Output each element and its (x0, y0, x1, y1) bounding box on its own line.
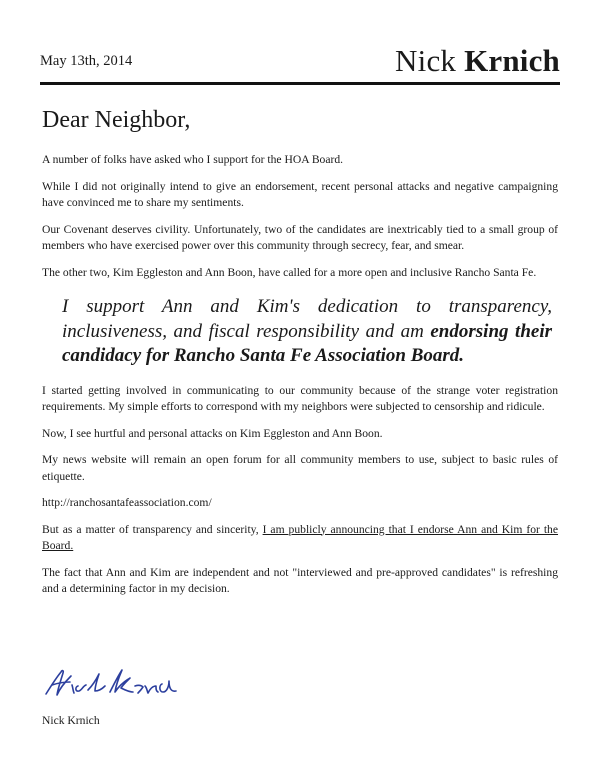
printed-name: Nick Krnich (42, 714, 100, 727)
endorsement-quote (62, 295, 552, 369)
paragraph-8 (42, 522, 558, 555)
paragraph-1: A number of folks have asked who I support for the HOA Board. (42, 153, 344, 166)
paragraph-4: The other two, Kim Eggleston and Ann Boon, have called for a more open and inclusive Rancho Santa Fe. (42, 265, 537, 279)
quote-text: I support Ann and Kim's dedication to transparency, inclusiveness, and fiscal responsibility and am (62, 296, 552, 342)
paragraph-5: I started getting involved in communicating to our community because of the strange voter registration requirements. My simple efforts to correspond with my neighbors were subjected to censorship and ridicule. (42, 383, 558, 413)
logo-last-name: Krnich (464, 43, 560, 78)
paragraph-3: Our Covenant deserves civility. Unfortunately, two of the candidates are inextricably tied to a small group of members who have exercised power over this community through secrecy, fear, and smear. (42, 222, 558, 252)
paragraph-2: While I did not originally intend to give an endorsement, recent personal attacks and negative campaigning have convinced me to share my sentiments. (42, 179, 558, 209)
logo-first-name: Nick (395, 43, 457, 78)
paragraph-8-text: But as a matter of transparency and sincerity, (42, 522, 263, 536)
paragraph-7: My news website will remain an open forum for all community members to use, subject to basic rules of etiquette. (42, 453, 558, 483)
handwritten-signature (42, 664, 182, 702)
paragraph-9: The fact that Ann and Kim are independent and not "interviewed and pre-approved candidates" is refreshing and a determining factor in my decision. (42, 565, 558, 595)
letterhead-logo (395, 45, 560, 76)
letter-body (42, 152, 558, 608)
letter-date: May 13th, 2014 (40, 53, 133, 69)
header-divider (40, 82, 560, 85)
greeting: Dear Neighbor, (42, 107, 191, 133)
letterhead (40, 38, 560, 78)
endorsement-announcement: I am publicly announcing that I endorse Ann and Kim for the Board. (42, 522, 559, 552)
website-url: http://ranchosantafeassociation.com/ (42, 496, 212, 509)
paragraph-6: Now, I see hurtful and personal attacks on Kim Eggleston and Ann Boon. (42, 426, 383, 440)
quote-emphasis: endorsing their candidacy for Rancho Santa Fe Association Board. (62, 320, 553, 366)
